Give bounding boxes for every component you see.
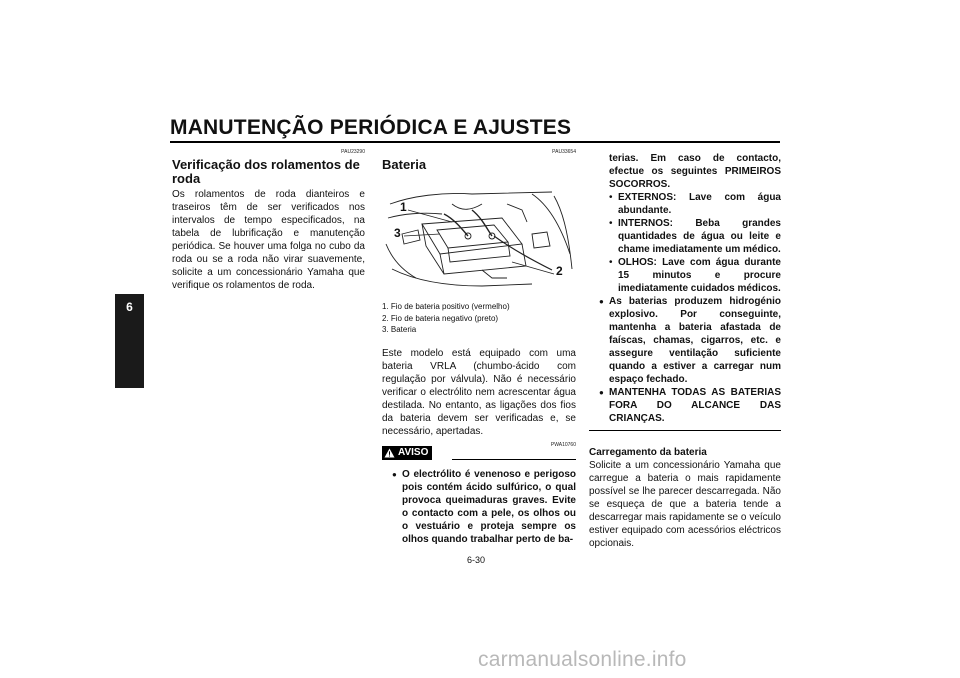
- warning-rule: [452, 459, 576, 460]
- section-code: PAU33654: [552, 149, 576, 155]
- battery-text: Este modelo está equipado com uma bateria VRLA (chumbo-ácido com regulação por válvula). Não é necessário verificar o electrólito nem acrescentar água destilada. No entanto, as ligações dos fios da bateria devem ser verificadas e, se necessário, apertadas.: [382, 347, 576, 437]
- bullet-icon: •: [609, 192, 613, 203]
- column-wheel-bearings: [172, 149, 365, 292]
- section-title-battery: Bateria: [382, 157, 427, 172]
- column-battery: [382, 149, 576, 546]
- warning-continued-text: terias. Em caso de contacto, efectue os seguintes PRIMEIROS SOCORROS.: [609, 153, 781, 190]
- caption-item: 2. Fio de bateria negativo (preto): [382, 313, 499, 323]
- bullet-icon: •: [609, 257, 613, 268]
- figure-callout-3: 3: [394, 226, 401, 240]
- warning-header: [382, 442, 576, 464]
- section-title-charging: Carregamento da bateria: [589, 447, 707, 458]
- first-aid-item: • OLHOS: Lave com água durante 15 minutos e procure imediatamente cuidados médicos.: [609, 257, 781, 294]
- figure-captions: [382, 301, 576, 336]
- warning-item: [382, 468, 576, 546]
- watermark: carmanualsonline.info: [478, 648, 687, 671]
- section-title-wheel-bearings: Verificação dos rolamentos de roda: [172, 157, 360, 186]
- bullet-icon: •: [609, 218, 613, 229]
- charging-text: Solicite a um concessionário Yamaha que carregue a bateria o mais rapidamente possível se lhe parecer descarregada. Não se esqueça de que a bateria tende a descarregar mais rapidamente se o veículo estiver equipado com acessórios eléctricos opcionais.: [589, 460, 781, 549]
- battery-figure: [382, 174, 576, 299]
- warning-bullet: ● MANTENHA TODAS AS BATERIAS FORA DO ALCANCE DAS CRIANÇAS.: [599, 387, 781, 424]
- warning-code: PWA10760: [550, 441, 576, 448]
- page-number: 6-30: [467, 555, 486, 565]
- chapter-tab: 6: [115, 294, 144, 388]
- figure-callout-2: 2: [556, 264, 563, 278]
- first-aid-item: • INTERNOS: Beba grandes quantidades de água ou leite e chame imediatamente um médico.: [609, 218, 781, 255]
- section-code: PAU23290: [341, 149, 365, 155]
- first-aid-item: • EXTERNOS: Lave com água abundante.: [609, 192, 781, 216]
- battery-illustration: [382, 174, 576, 299]
- warning-triangle-icon: [384, 448, 395, 458]
- warning-end-rule: [589, 430, 781, 431]
- warning-bullet: ● As baterias produzem hidrogénio explosivo. Por conseguinte, mantenha a bateria afastada de faíscas, chamas, cigarros, etc. e assegure ventilação suficiente quando a estiver a carregar num espaço fechado.: [599, 296, 781, 385]
- column-warning-continued: [589, 152, 781, 550]
- warning-label: AVISO: [398, 447, 429, 458]
- bullet-icon: ●: [599, 297, 604, 306]
- page-title: MANUTENÇÃO PERIÓDICA E AJUSTES: [170, 116, 572, 139]
- wheel-bearings-text: Os rolamentos de roda dianteiros e traseiros têm de ser verificados nos intervalos de tempo especificados, na tabela de lubrificação e manutenção periódica. Se houver uma folga no cubo da roda ou se a roda não virar suavemente, solicite a um concessionário Yamaha que verifique os rolamentos de roda.: [172, 189, 365, 291]
- caption-item: 3. Bateria: [382, 325, 417, 334]
- caption-item: 1. Fio de bateria positivo (vermelho): [382, 302, 510, 311]
- figure-callout-1: 1: [400, 200, 407, 214]
- bullet-icon: ●: [599, 388, 604, 397]
- header-divider: [170, 141, 780, 143]
- bullet-icon: ●: [392, 469, 397, 479]
- warning-text: O electrólito é venenoso e perigoso pois contém ácido sulfúrico, o qual provoca queimaduras graves. Evite o contacto com a pele, os olhos ou o vestuário e proteja sempre os olhos quando trabalhar perto de ba-: [402, 468, 576, 545]
- first-aid-list: [589, 191, 781, 295]
- warning-badge: [382, 446, 432, 460]
